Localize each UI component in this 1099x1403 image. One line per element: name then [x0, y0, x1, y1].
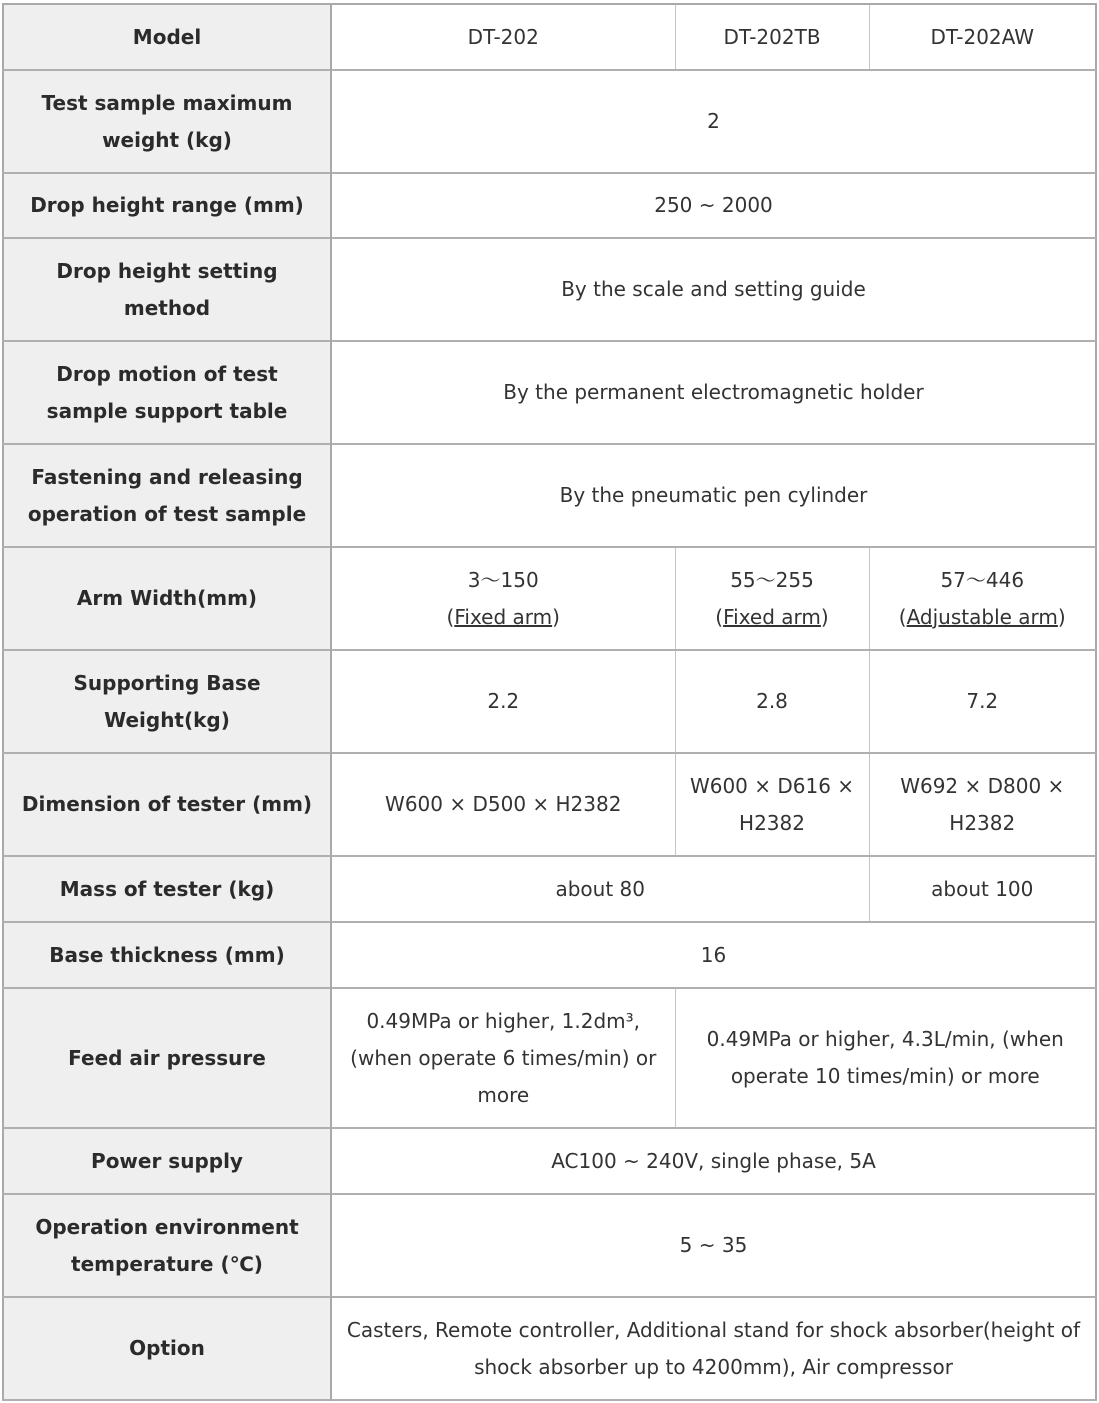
- row-setting-method: [3, 238, 1096, 341]
- row-temperature: [3, 1194, 1096, 1297]
- arm-type-link[interactable]: Adjustable arm: [906, 604, 1058, 629]
- header-fastening: Fastening and releasing operation of test sample: [3, 444, 331, 547]
- arm-type-link[interactable]: Fixed arm: [723, 604, 821, 629]
- dimension-dt-202: W600 × D500 × H2382: [331, 753, 675, 856]
- arm-width-dt-202: 3～150 (Fixed arm): [331, 547, 675, 650]
- row-air-pressure: [3, 988, 1096, 1128]
- row-drop-motion: [3, 341, 1096, 444]
- drop-motion-value: By the permanent electromagnetic holder: [331, 341, 1096, 444]
- row-mass: [3, 856, 1096, 922]
- fastening-value: By the pneumatic pen cylinder: [331, 444, 1096, 547]
- setting-method-value: By the scale and setting guide: [331, 238, 1096, 341]
- header-setting-method: Drop height setting method: [3, 238, 331, 341]
- row-base-weight: [3, 650, 1096, 753]
- drop-height-value: 250 ~ 2000: [331, 173, 1096, 238]
- header-base-thickness: Base thickness (mm): [3, 922, 331, 988]
- row-base-thickness: [3, 922, 1096, 988]
- arm-width-value: 55～255: [730, 567, 814, 592]
- header-model: Model: [3, 4, 331, 70]
- header-dimension: Dimension of tester (mm): [3, 753, 331, 856]
- option-value: Casters, Remote controller, Additional stand for shock absorber(height of shock absorber up to 4200mm), Air compressor: [331, 1297, 1096, 1400]
- base-weight-dt-202aw: 7.2: [869, 650, 1096, 753]
- row-model: [3, 4, 1096, 70]
- base-weight-dt-202tb: 2.8: [675, 650, 869, 753]
- arm-width-value: 3～150: [467, 567, 539, 592]
- row-fastening: [3, 444, 1096, 547]
- spec-table: [2, 3, 1097, 1401]
- base-thickness-value: 16: [331, 922, 1096, 988]
- header-option: Option: [3, 1297, 331, 1400]
- row-drop-height: [3, 173, 1096, 238]
- mass-dt-202aw: about 100: [869, 856, 1096, 922]
- row-power: [3, 1128, 1096, 1194]
- power-value: AC100 ~ 240V, single phase, 5A: [331, 1128, 1096, 1194]
- arm-width-dt-202tb: 55～255 (Fixed arm): [675, 547, 869, 650]
- arm-width-dt-202aw: 57～446 (Adjustable arm): [869, 547, 1096, 650]
- header-max-weight: Test sample maximum weight (kg): [3, 70, 331, 173]
- header-power: Power supply: [3, 1128, 331, 1194]
- model-dt-202tb: DT-202TB: [675, 4, 869, 70]
- arm-type-link[interactable]: Fixed arm: [454, 604, 553, 629]
- model-dt-202aw: DT-202AW: [869, 4, 1096, 70]
- dimension-dt-202tb: W600 × D616 × H2382: [675, 753, 869, 856]
- air-pressure-dt-202: 0.49MPa or higher, 1.2dm³, (when operate 6 times/min) or more: [331, 988, 675, 1128]
- row-option: [3, 1297, 1096, 1400]
- row-dimension: [3, 753, 1096, 856]
- model-dt-202: DT-202: [331, 4, 675, 70]
- temperature-value: 5 ~ 35: [331, 1194, 1096, 1297]
- header-drop-motion: Drop motion of test sample support table: [3, 341, 331, 444]
- header-air-pressure: Feed air pressure: [3, 988, 331, 1128]
- header-drop-height: Drop height range (mm): [3, 173, 331, 238]
- base-weight-dt-202: 2.2: [331, 650, 675, 753]
- max-weight-value: 2: [331, 70, 1096, 173]
- row-arm-width: [3, 547, 1096, 650]
- header-mass: Mass of tester (kg): [3, 856, 331, 922]
- dimension-dt-202aw: W692 × D800 × H2382: [869, 753, 1096, 856]
- header-base-weight: Supporting Base Weight(kg): [3, 650, 331, 753]
- arm-width-value: 57～446: [940, 567, 1025, 592]
- header-arm-width: Arm Width(mm): [3, 547, 331, 650]
- row-max-weight: [3, 70, 1096, 173]
- mass-dt-202-dt-202tb: about 80: [331, 856, 869, 922]
- air-pressure-dt-202tb-aw: 0.49MPa or higher, 4.3L/min, (when operate 10 times/min) or more: [675, 988, 1096, 1128]
- header-temperature: Operation environment temperature (℃): [3, 1194, 331, 1297]
